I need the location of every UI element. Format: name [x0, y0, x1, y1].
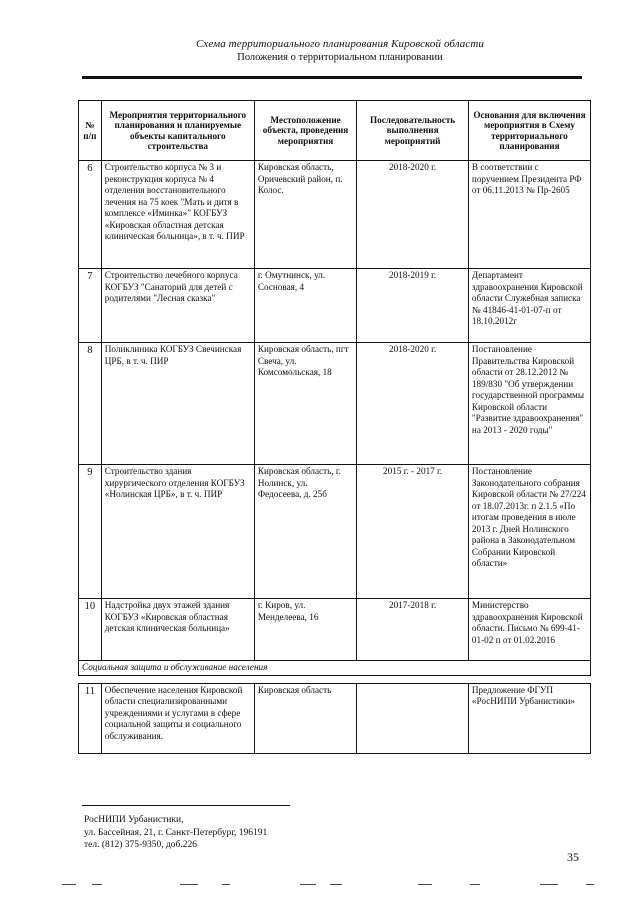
row-location: г. Киров, ул. Менделеева, 16 — [254, 599, 356, 661]
scan-artifact — [418, 884, 432, 885]
row-basis: Департамент здравоохранения Кировской области Служебная записка № 41846-41-01-07-п от 18.10.2012г — [468, 269, 590, 343]
footer-phone: тел. (812) 375-9350, доб.226 — [84, 840, 198, 850]
row-period: 2015 г. - 2017 г. — [357, 465, 469, 599]
scan-artifact — [330, 884, 342, 885]
row-location: Кировская область, пгт Свеча, ул. Комсомольская, 18 — [254, 343, 356, 465]
page-footer — [84, 814, 267, 852]
row-basis: Постановление Законодательного собрания Кировской области № 27/224 от 18.07.2013г. п 2.1.5 «По итогам проведения в июле 2013 г. Дней Нолинского района в Законодательном Собрании Кировской области» — [468, 465, 590, 599]
row-location: Кировская область, Оричевский район, п. Колос. — [254, 161, 356, 269]
column-header-number: № п/п — [79, 101, 102, 161]
row-activity: Обеспечение населения Кировской области специализированными учреждениями и услугами в сфере социальной защиты и социального обслуживания. — [101, 683, 254, 753]
row-number: 6 — [79, 161, 102, 269]
column-header-activity: Мероприятия территориального планирования и планируемые объекты капитального строительства — [101, 101, 254, 161]
scan-artifact — [540, 884, 558, 885]
scan-artifact — [300, 884, 316, 885]
table-row — [79, 599, 591, 661]
row-number: 10 — [79, 599, 102, 661]
page-header — [60, 38, 620, 63]
row-basis: Министерство здравоохранения Кировской области. Письмо № 699-41-01-02 п от 01.02.2016 — [468, 599, 590, 661]
table-row — [79, 465, 591, 599]
section-row — [79, 661, 591, 676]
scan-artifact — [62, 884, 76, 885]
row-location: г. Омутнинск, ул. Сосновая, 4 — [254, 269, 356, 343]
footer-org: РосНИПИ Урбанистики, — [84, 815, 184, 825]
table-header-row — [79, 101, 591, 161]
row-basis: Предложение ФГУП «РосНИПИ Урбанистики» — [468, 683, 590, 753]
row-number: 8 — [79, 343, 102, 465]
column-header-period: Последовательность выполнения мероприятий — [357, 101, 469, 161]
table-row — [79, 269, 591, 343]
scan-artifact — [470, 884, 480, 885]
row-period: 2017-2018 г. — [357, 599, 469, 661]
column-header-basis: Основания для включения мероприятия в Схему территориального планирования — [468, 101, 590, 161]
row-basis: Постановление Правительства Кировской области от 28.12.2012 № 189/830 "Об утверждении государственной программы Кировской области "Развитие здравоохранения" на 2013 - 2020 годы" — [468, 343, 590, 465]
row-period: 2018-2020 г. — [357, 161, 469, 269]
row-basis: В соответствии с поручением Президента РФ от 06.11.2013 № Пр-2605 — [468, 161, 590, 269]
footer-address: ул. Бассейная, 21, г. Санкт-Петербург, 196191 — [84, 827, 268, 838]
section-title: Социальная защита и обслуживание населения — [79, 661, 591, 676]
column-header-location: Местоположение объекта, проведения мероприятия — [254, 101, 356, 161]
row-number: 9 — [79, 465, 102, 599]
row-number: 11 — [79, 683, 102, 753]
table-row — [79, 343, 591, 465]
table-row — [79, 683, 591, 753]
row-activity: Строительство здания хирургического отделения КОГБУЗ «Нолинская ЦРБ», в т. ч. ПИР — [101, 465, 254, 599]
row-number: 7 — [79, 269, 102, 343]
row-activity: Строительство лечебного корпуса КОГБУЗ "Санаторий для детей с родителями "Лесная сказка" — [101, 269, 254, 343]
table-row — [79, 161, 591, 269]
page-number: 35 — [567, 850, 579, 864]
row-period: 2018-2020 г. — [357, 343, 469, 465]
row-activity: Надстройка двух этажей здания КОГБУЗ «Кировская областная детская клиническая больница» — [101, 599, 254, 661]
scan-artifact — [586, 884, 594, 885]
document-subtitle: Положения о территориальном планировании — [237, 52, 443, 63]
row-activity: Поликлиника КОГБУЗ Свечинская ЦРБ, в т. ч. ПИР — [101, 343, 254, 465]
row-location: Кировская область — [254, 683, 356, 753]
row-activity: Строительство корпуса № 3 и реконструкция корпуса № 4 отделения восстановительного лечения на 75 коек "Мать и дитя в комплексе «Иминка»" КОГБУЗ «Кировская областная детская клиническая больница», в т. ч. ПИР — [101, 161, 254, 269]
header-rule — [82, 76, 582, 79]
planning-table — [78, 100, 591, 754]
scan-artifact — [180, 884, 198, 885]
row-period — [357, 683, 469, 753]
footer-rule — [82, 805, 290, 806]
spacer-row — [79, 675, 591, 683]
row-period: 2018-2019 г. — [357, 269, 469, 343]
scan-artifact — [222, 884, 230, 885]
document-title: Схема территориального планирования Кировской области — [195, 38, 485, 50]
scan-artifact — [92, 884, 102, 885]
row-location: Кировская область, г. Нолинск, ул. Федосеева, д. 25б — [254, 465, 356, 599]
